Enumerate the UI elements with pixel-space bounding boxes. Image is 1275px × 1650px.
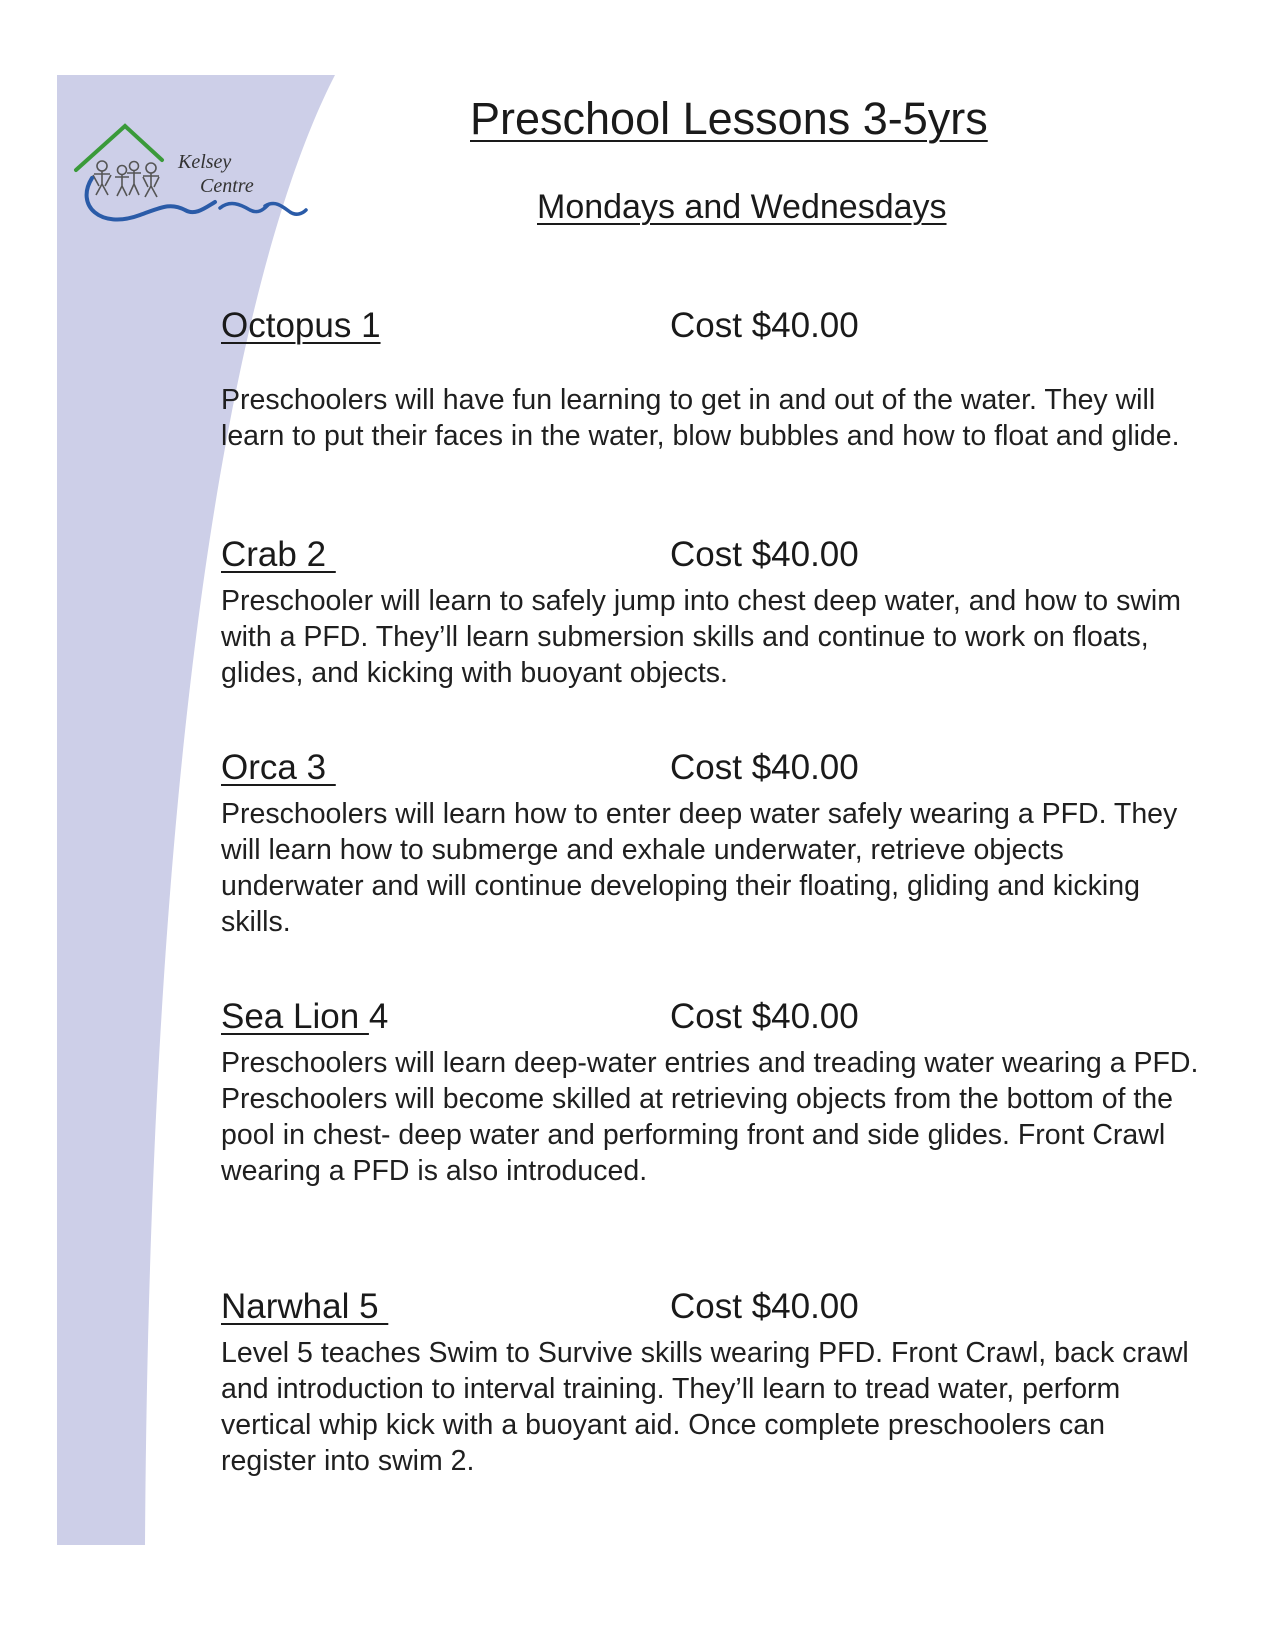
lesson-description: Preschooler will learn to safely jump into chest deep water, and how to swim with a PFD. They’ll learn submersion skills and continue to work on floats, glides, and kicking with buoyant objects.: [221, 585, 1181, 689]
lesson-block-sea-lion: [221, 997, 1201, 1189]
page-title: Preschool Lessons 3-5yrs: [470, 93, 988, 144]
lesson-description: Level 5 teaches Swim to Survive skills wearing PFD. Front Crawl, back crawl and introduction to interval training. They’ll learn to tread water, perform vertical whip kick with a buoyant aid. Once complete preschoolers can register into swim 2.: [221, 1337, 1189, 1477]
lesson-name: Octopus 1: [221, 306, 381, 345]
lesson-name: Crab 2: [221, 535, 336, 574]
svg-text:Centre: Centre: [200, 175, 254, 197]
lesson-cost: Cost $40.00: [670, 535, 859, 574]
lesson-description: Preschoolers will learn how to enter deep water safely wearing a PFD. They will learn how to submerge and exhale underwater, retrieve objects underwater and will continue developing their floating, gliding and kicking skills.: [221, 798, 1178, 938]
lesson-cost: Cost $40.00: [670, 1287, 859, 1326]
page-subtitle: Mondays and Wednesdays: [537, 188, 947, 226]
lesson-cost: Cost $40.00: [670, 997, 859, 1036]
svg-text:Kelsey: Kelsey: [178, 151, 232, 173]
lesson-description: Preschoolers will have fun learning to get in and out of the water. They will learn to put their faces in the water, blow bubbles and how to float and glide.: [221, 384, 1180, 452]
logo-graphic-icon: [70, 120, 310, 235]
lesson-cost: Cost $40.00: [670, 748, 859, 787]
lesson-cost: Cost $40.00: [670, 306, 859, 345]
lesson-block-orca: [221, 748, 1201, 940]
lesson-description: Preschoolers will learn deep-water entries and treading water wearing a PFD. Preschoolers will become skilled at retrieving objects from the bottom of the pool in chest- deep water and performing front and side glides. Front Crawl wearing a PFD is also introduced.: [221, 1047, 1199, 1187]
kelsey-centre-logo: [70, 120, 310, 235]
lesson-name: Orca 3: [221, 748, 336, 787]
lesson-name: Sea Lion 4: [221, 997, 389, 1036]
lesson-block-crab: [221, 535, 1201, 691]
lesson-block-narwhal: [221, 1287, 1201, 1479]
lesson-block-octopus: [221, 306, 1201, 454]
lesson-name: Narwhal 5: [221, 1287, 389, 1326]
